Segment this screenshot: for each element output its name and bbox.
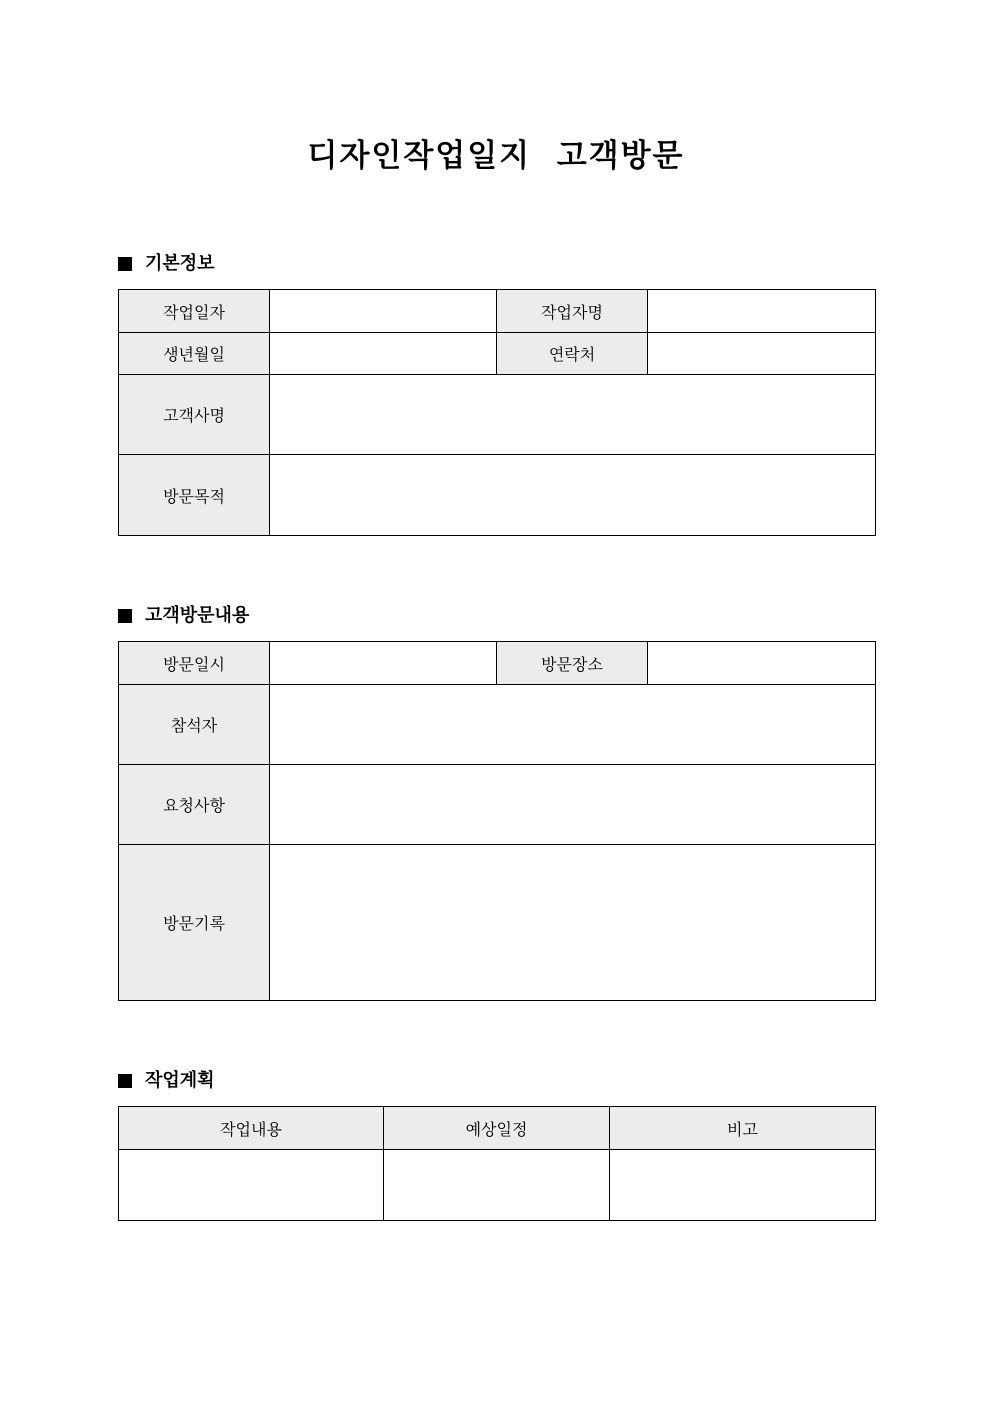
- visit-purpose-field[interactable]: [270, 455, 876, 536]
- visit-purpose-label: 방문목적: [119, 455, 270, 536]
- attendees-field[interactable]: [270, 685, 876, 765]
- birth-date-field[interactable]: [270, 333, 497, 375]
- requests-field[interactable]: [270, 765, 876, 845]
- worker-name-field[interactable]: [648, 290, 876, 333]
- section-heading-label: 고객방문내용: [145, 605, 250, 626]
- section-heading-basic-info: [118, 252, 215, 276]
- requests-label: 요청사항: [119, 765, 270, 845]
- visit-record-label: 방문기록: [119, 845, 270, 1001]
- expected-schedule-header: 예상일정: [384, 1107, 610, 1150]
- visit-datetime-label: 방문일시: [119, 642, 270, 685]
- section-heading-visit-content: [118, 604, 249, 628]
- section-heading-work-plan: [118, 1069, 215, 1093]
- remarks-header: 비고: [610, 1107, 876, 1150]
- worker-name-label: 작업자명: [497, 290, 648, 333]
- square-bullet-icon: [118, 257, 132, 271]
- attendees-label: 참석자: [119, 685, 270, 765]
- page-title: 디자인작업일지 고객방문: [307, 138, 685, 174]
- work-date-label: 작업일자: [119, 290, 270, 333]
- work-plan-table: [118, 1106, 876, 1221]
- remarks-field[interactable]: [610, 1150, 876, 1221]
- section-heading-label: 기본정보: [145, 253, 215, 274]
- visit-content-table: [118, 641, 876, 1001]
- birth-date-label: 생년월일: [119, 333, 270, 375]
- contact-field[interactable]: [648, 333, 876, 375]
- visit-record-field[interactable]: [270, 845, 876, 1001]
- visit-datetime-field[interactable]: [270, 642, 497, 685]
- work-content-field[interactable]: [119, 1150, 384, 1221]
- basic-info-table: [118, 289, 876, 536]
- contact-label: 연락처: [497, 333, 648, 375]
- visit-place-field[interactable]: [648, 642, 876, 685]
- square-bullet-icon: [118, 609, 132, 623]
- customer-name-label: 고객사명: [119, 375, 270, 455]
- visit-place-label: 방문장소: [497, 642, 648, 685]
- expected-schedule-field[interactable]: [384, 1150, 610, 1221]
- square-bullet-icon: [118, 1074, 132, 1088]
- work-content-header: 작업내용: [119, 1107, 384, 1150]
- section-heading-label: 작업계획: [145, 1070, 215, 1091]
- work-date-field[interactable]: [270, 290, 497, 333]
- customer-name-field[interactable]: [270, 375, 876, 455]
